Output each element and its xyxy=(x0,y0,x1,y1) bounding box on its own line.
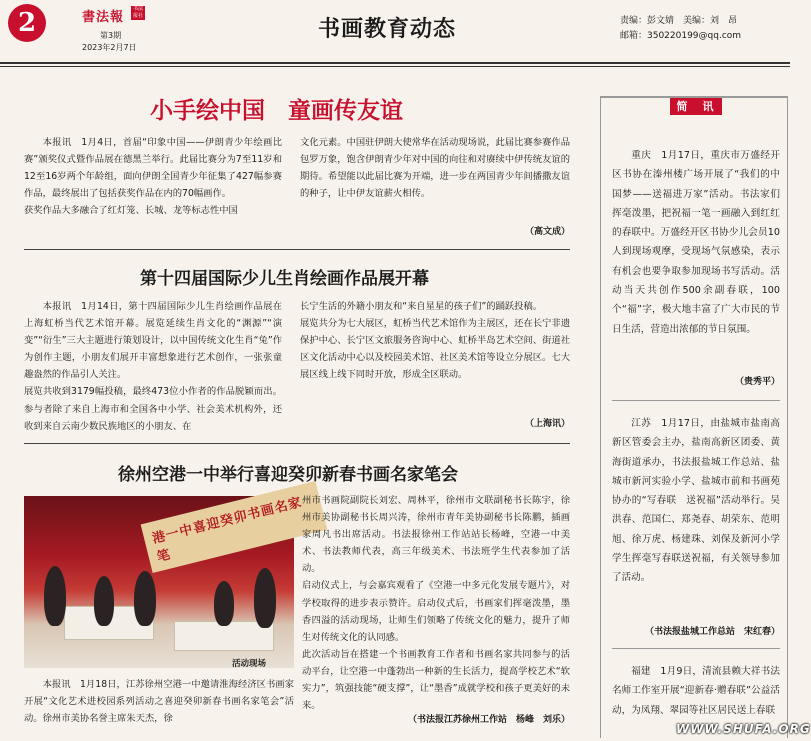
person-figure xyxy=(214,581,234,626)
watermark: WWW.SHUFA.ORG xyxy=(676,722,811,736)
issue-date: 2023年2月7日 xyxy=(82,43,137,52)
person-figure xyxy=(94,576,114,626)
article-3-headline: 徐州空港一中举行喜迎癸卯新春书画名家笔会 xyxy=(118,465,458,485)
article-2-col-2: 长宁生活的外籍小朋友和“来自星星的孩子们”的踊跃投稿。 展览共分为七大展区，虹桥当代艺术馆作为主展区，还在长宁非遗保护中心、长宁区文旅服务咨询中心、虹桥半岛艺术空间、街道社区文化活动中心以及校园美术馆、社区美术馆等设立分展区。七大展区线上线下同时开放，形成全区联动。 xyxy=(300,301,570,381)
photo-caption: 活动现场 xyxy=(232,659,267,669)
editor-line: 责编：彭文婧 美编：刘 昂 xyxy=(620,16,738,26)
divider xyxy=(24,443,570,444)
event-photo xyxy=(24,495,304,668)
article-1-col-1: 本报讯 1月4日，首届“印象中国——伊朗青少年绘画比赛”颁奖仪式暨作品展在德黑兰举行。此届比赛分为7至11岁和12至16岁两个年龄组，面向伊朗全国青少年征集了427幅参赛作品，最终展出了包括获奖作品在内的70幅画作。 获奖作品大多融合了红灯笼、长城、龙等标志性中国 xyxy=(24,137,282,217)
brief-item: 福建 1月9日，清流县赖大祥书法名师工作室开展“迎新春·赠春联”公益活动，为凤翔、翠园等社区居民送上春联 xyxy=(612,666,780,716)
sidebar-divider xyxy=(612,400,780,401)
divider xyxy=(24,249,570,250)
editor-info xyxy=(620,14,741,44)
photo-banner: 港一中喜迎癸卯书画名家笔 xyxy=(141,481,328,573)
header-rule xyxy=(0,62,790,64)
article-2-headline: 第十四届国际少儿生肖绘画作品展开幕 xyxy=(140,269,429,289)
newspaper-logo: 書法報 xyxy=(82,10,125,25)
article-2-col-1: 本报讯 1月14日，第十四届国际少儿生肖绘画作品展在上海虹桥当代艺术馆开幕。展览延续生肖文化的“渊源”“演变”“衍生”三大主题进行策划设计，以中国传统文化生肖“兔”作为创作主题，小朋友们展开丰富想象进行艺术创作，一张张童趣盎然的作品引人关注。 展览共收到3179幅投稿，最终473位小作者的作品脱颖而出。参与者除了来自上海市和全国各中小学、社会美术机构外，还收到来自云南少数民族地区的小朋友、在 xyxy=(24,301,282,432)
article-1-byline: （高文成） xyxy=(524,227,570,237)
sidebar-divider xyxy=(612,648,780,649)
article-2-byline: （上海讯） xyxy=(524,419,570,429)
sidebar-border xyxy=(787,98,788,738)
person-figure xyxy=(254,568,276,628)
person-figure xyxy=(134,571,156,626)
brief-item: 重庆 1月17日，重庆市万盛经开区书协在溱州楼广场开展了“我们的中国梦——送福进万家”活动。书法家们挥毫泼墨，把祝福一笔一画融入到红红的春联中。万盛经开区书协少儿会员10人到现场观摩，受现场气氛感染，表示有机会也要争取参加现场书写活动。活动当天共创作500余副春联，100个“福”字，极大地丰富了广大市民的节日生活，营造出浓郁的节日氛围。 xyxy=(612,150,780,335)
brief-byline: （书法报盐城工作总站 宋红春） xyxy=(644,627,780,637)
section-title: 书画教育动态 xyxy=(318,16,457,42)
brief-item: 江苏 1月17日，由盐城市盐南高新区管委会主办，盐南高新区团委、黄海街道承办，书法报盐城工作总站、盐城市新河实验小学、盐城市前和书画苑协办的“写春联 送祝福”活动举行。吴洪春、范国仁、郑尧春、胡荣东、范明旭、徐万虎、杨建珠、刘保及新河小学学生挥毫写春联送祝福，有关领导参加了活动。 xyxy=(612,418,780,584)
brief-byline: （贵秀平） xyxy=(734,377,780,387)
header-rule-thin xyxy=(0,66,790,67)
article-1-headline: 小手绘中国 童画传友谊 xyxy=(150,97,403,124)
page-number: 2 xyxy=(8,4,46,42)
person-figure xyxy=(44,566,66,626)
article-1-col-2: 文化元素。中国驻伊朗大使常华在活动现场说，此届比赛参赛作品包罗万象，饱含伊朗青少年对中国的向往和对赓续中伊传统友谊的期待。希望能以此届比赛为开端，进一步在两国青少年间播撒友谊的种子，让中伊友谊薪火相传。 xyxy=(300,137,570,200)
email-line: 邮箱：350220199@qq.com xyxy=(620,31,742,41)
sidebar-title: 简 讯 xyxy=(670,98,722,115)
sidebar-border xyxy=(600,98,601,738)
issue-number: 第3期 xyxy=(100,31,122,40)
article-3-col-1: 本报讯 1月18日，江苏徐州空港一中邀请淮海经济区书画家开展“文化艺术进校园系列活动之喜迎癸卯新春书画名家笔会”活动。徐州市美协名誉主席朱天杰，徐 xyxy=(24,679,294,725)
article-3-byline: （书法报江苏徐州工作站 杨峰 刘乐） xyxy=(407,715,570,725)
article-3-col-2: 州市书画院副院长刘宏、周林平，徐州市文联副秘书长陈宇，徐州市美协副秘书长周兴涛，徐州市青年美协副秘书长陈鹏，插画家周凡书出席活动。书法报徐州工作站站长杨峰，空港一中美术、书法教师代表，高三年级美术、书法班学生代表参加了活动。 启动仪式上，与会嘉宾观看了《空港一中多元化发展专题片》，对学校取得的进步表示赞许。启动仪式后，书画家们挥毫泼墨，墨香四溢的活动现场，让师生们领略了传统文化的魅力，提升了师生对传统文化的认同感。 此次活动旨在搭建一个书画教育工作者和书画名家共同参与的活动平台，让空港一中蓬勃出一种新的生长活力，提高学校艺术“软实力”，筑强技能“硬支撑”，让“墨香”成就学校和孩子更美好的未来。 xyxy=(302,495,570,712)
brand-seal: 书法报社 xyxy=(132,6,143,19)
